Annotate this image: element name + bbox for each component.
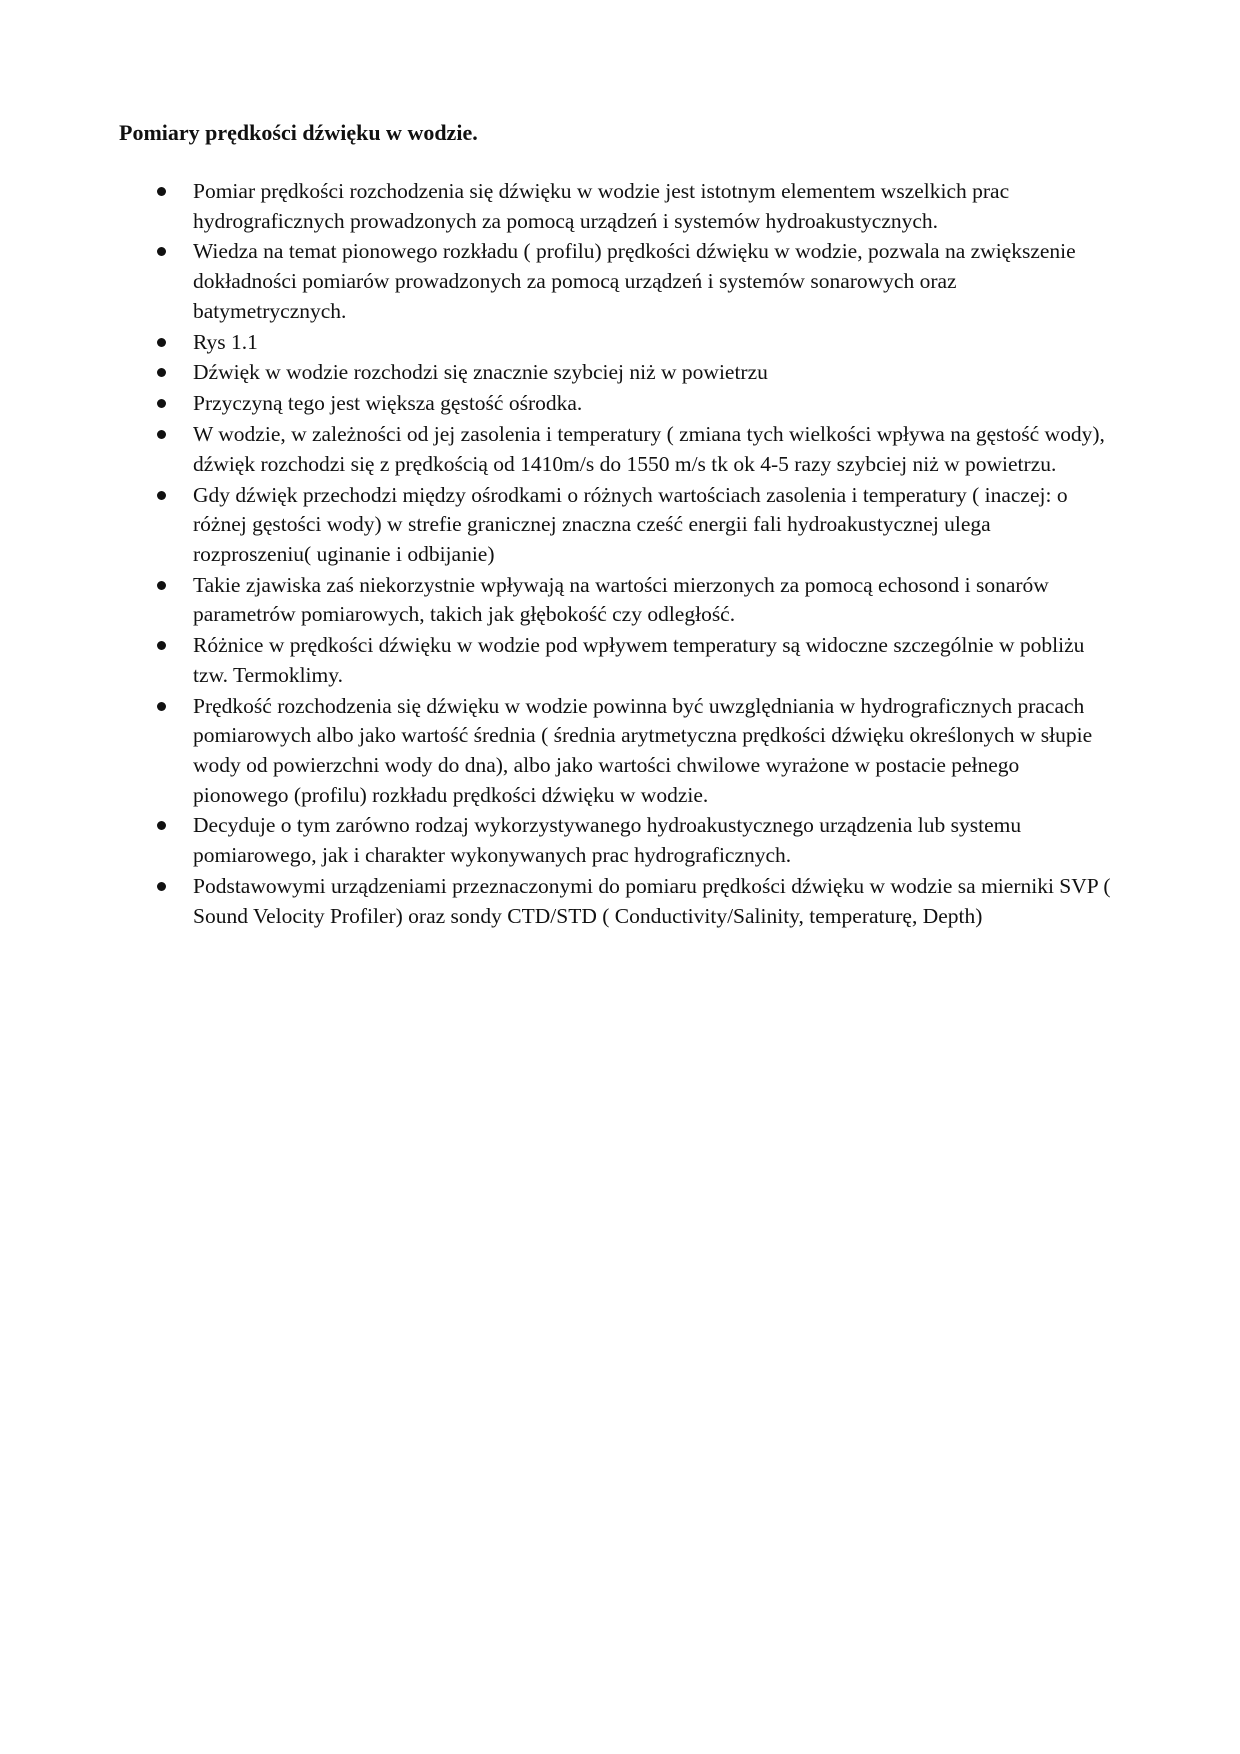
list-item-text: Podstawowymi urządzeniami przeznaczonymi do pomiaru prędkości dźwięku w wodzie sa mierniki SVP ( Sound Velocity Profiler) oraz sondy CTD/STD ( Conductivity/Salinity, temperaturę, Depth) xyxy=(193,873,1111,928)
list-item xyxy=(0,811,1113,870)
bullet-icon xyxy=(157,882,166,891)
list-item xyxy=(0,481,1113,570)
list-item-text: Wiedza na temat pionowego rozkładu ( profilu) prędkości dźwięku w wodzie, pozwala na zwiększenie dokładności pomiarów prowadzonych za pomocą urządzeń i systemów sonarowych oraz batymetrycznych. xyxy=(193,239,1076,323)
list-item-text: Gdy dźwięk przechodzi między ośrodkami o różnych wartościach zasolenia i temperatury ( inaczej: o różnej gęstości wody) w strefie granicznej znaczna cześć energii fali hydroakustycznej ulega rozproszeniu( uginanie i odbijanie) xyxy=(193,482,1068,566)
bullet-icon xyxy=(157,338,166,347)
list-item-text: Dźwięk w wodzie rozchodzi się znacznie szybciej niż w powietrzu xyxy=(193,360,768,385)
list-item-text: Rys 1.1 xyxy=(193,329,258,354)
bullet-icon xyxy=(157,491,166,500)
list-item xyxy=(0,358,1113,388)
bullet-icon xyxy=(157,581,166,590)
list-item xyxy=(0,420,1113,479)
list-item-text: Przyczyną tego jest większa gęstość ośrodka. xyxy=(193,391,583,416)
list-item-text: W wodzie, w zależności od jej zasolenia i temperatury ( zmiana tych wielkości wpływa na gęstość wody), dźwięk rozchodzi się z prędkością od 1410m/s do 1550 m/s tk ok 4-5 razy szybciej niż w powietrzu. xyxy=(193,422,1105,476)
bullet-icon xyxy=(157,187,166,196)
document-title: Pomiary prędkości dźwięku w wodzie. xyxy=(119,120,478,145)
bullet-icon xyxy=(157,641,166,650)
bullet-icon xyxy=(157,247,166,256)
list-item xyxy=(0,328,1113,358)
list-item xyxy=(0,177,1113,236)
list-item xyxy=(0,631,1113,690)
list-item-text: Prędkość rozchodzenia się dźwięku w wodzie powinna być uwzględniania w hydrograficznych pracach pomiarowych albo jako wartość średnia ( średnia arytmetyczna prędkości dźwięku określonych w słupie wody od powierzchni wody do dna), albo jako wartości chwilowe wyrażone w postacie pełnego pionowego (profilu) rozkładu prędkości dźwięku w wodzie. xyxy=(193,693,1093,807)
list-item xyxy=(0,237,1113,326)
list-item-text: Decyduje o tym zarówno rodzaj wykorzystywanego hydroakustycznego urządzenia lub systemu pomiarowego, jak i charakter wykonywanych prac hydrograficznych. xyxy=(193,813,1022,868)
bullet-icon xyxy=(157,368,166,377)
list-item xyxy=(0,692,1113,810)
list-item xyxy=(0,571,1113,630)
bullet-icon xyxy=(157,430,166,439)
list-item xyxy=(0,389,1113,419)
list-item-text: Takie zjawiska zaś niekorzystnie wpływają na wartości mierzonych za pomocą echosond i sonarów parametrów pomiarowych, takich jak głębokość czy odległość. xyxy=(193,572,1049,627)
list-item-text: Pomiar prędkości rozchodzenia się dźwięku w wodzie jest istotnym elementem wszelkich prac hydrograficznych prowadzonych za pomocą urządzeń i systemów hydroakustycznych. xyxy=(193,179,1010,233)
list-item-text: Różnice w prędkości dźwięku w wodzie pod wpływem temperatury są widoczne szczególnie w pobliżu tzw. Termoklimy. xyxy=(193,633,1085,687)
bullet-icon xyxy=(157,702,166,711)
bullet-icon xyxy=(157,399,166,408)
list-item xyxy=(0,872,1113,931)
bullet-icon xyxy=(157,821,166,830)
bullet-list xyxy=(0,177,1240,932)
